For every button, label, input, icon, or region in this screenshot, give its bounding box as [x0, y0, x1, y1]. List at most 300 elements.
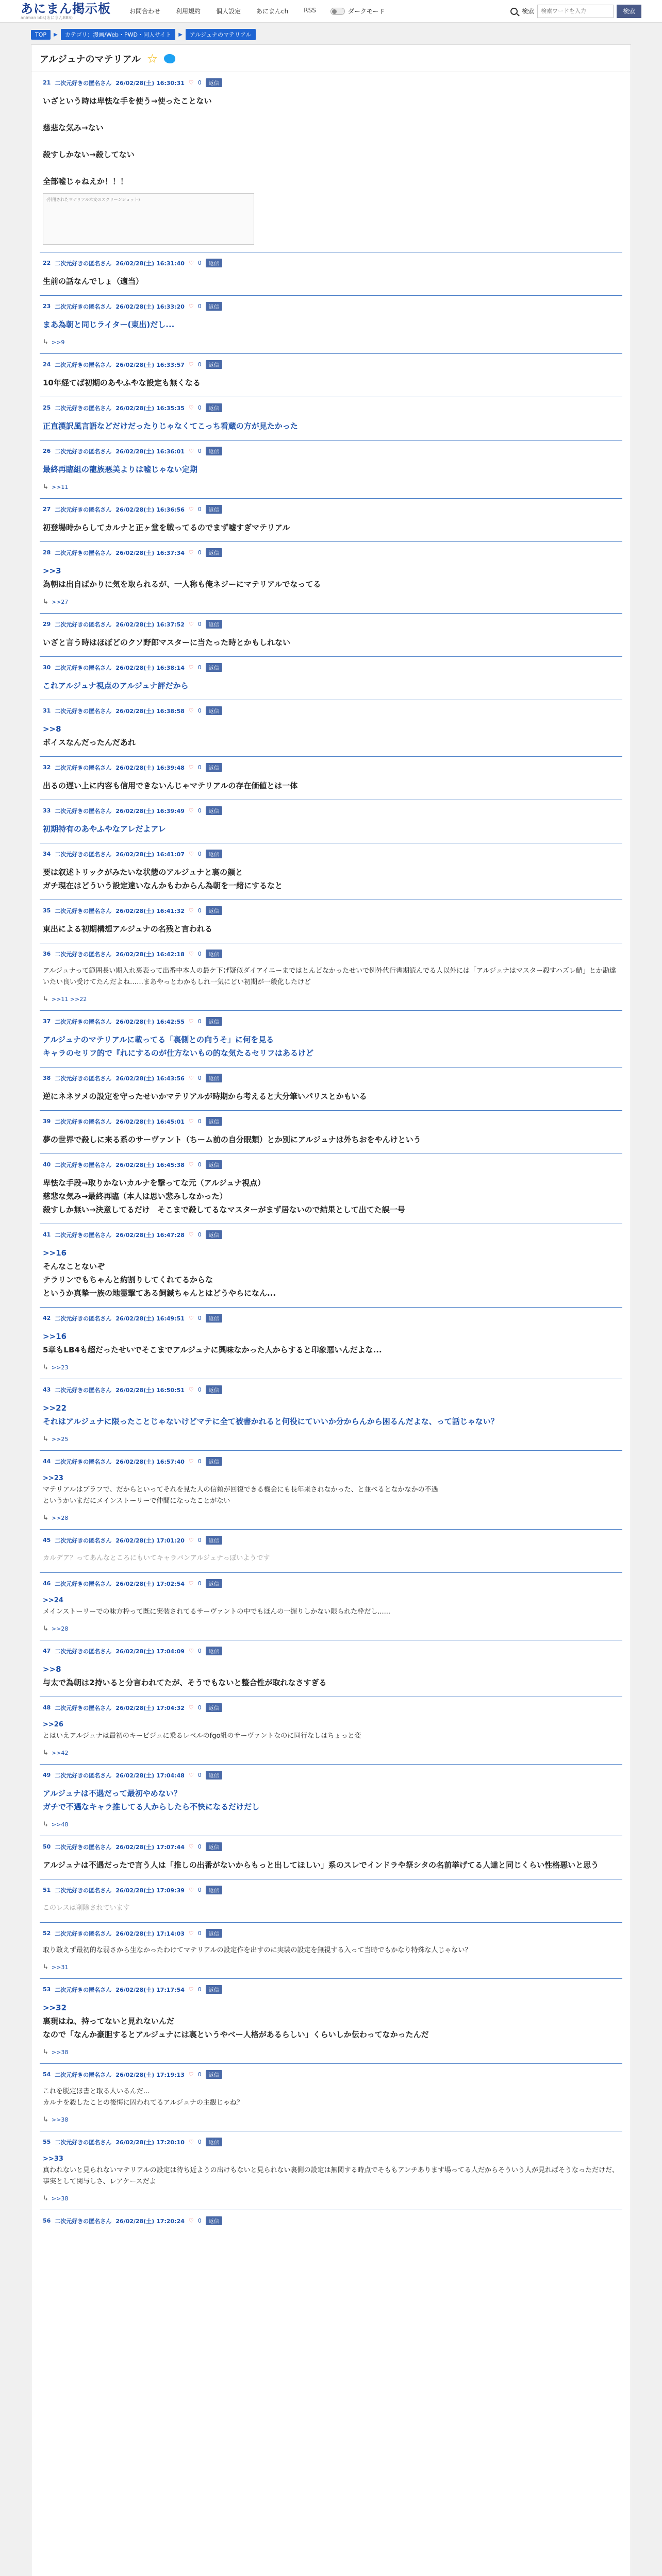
like-count: 0: [197, 851, 202, 857]
reply-refs-link[interactable]: >>9: [51, 339, 65, 346]
twitter-share-icon[interactable]: [164, 54, 175, 63]
post: [40, 1308, 622, 1379]
post: [40, 1979, 622, 2064]
post-body: [43, 866, 619, 892]
heart-icon[interactable]: ♡: [188, 549, 194, 556]
post-number[interactable]: 22: [43, 260, 51, 266]
post-number[interactable]: 38: [43, 1075, 51, 1081]
heart-icon[interactable]: ♡: [188, 851, 194, 857]
like-count: 0: [197, 907, 202, 914]
post-date: 26/02/28(土) 17:01:20: [115, 1537, 185, 1544]
post: [40, 1879, 622, 1923]
post-date: 26/02/28(土) 16:41:32: [115, 907, 185, 914]
breadcrumb-thread[interactable]: アルジュナのマテリアル: [186, 29, 256, 40]
post-text: 出るの遅い上に内容も信用できないんじゃマテリアルの存在価値とは一体: [43, 781, 298, 790]
post-body: [43, 1401, 619, 1428]
dark-mode-label: ダークモード: [347, 8, 385, 15]
nav-settings[interactable]: 個人設定: [216, 8, 241, 15]
post-date: 26/02/28(土) 16:36:01: [115, 448, 185, 455]
reply-anchor-link[interactable]: >>26: [43, 1721, 63, 1728]
heart-icon[interactable]: ♡: [188, 951, 194, 957]
post-number[interactable]: 52: [43, 1930, 51, 1937]
reply-arrow-icon: ↳: [43, 2048, 48, 2056]
reply-refs-link[interactable]: >>48: [51, 1821, 69, 1828]
reply-anchor-link[interactable]: >>8: [43, 1665, 61, 1674]
post: [40, 440, 622, 499]
like-count: 0: [197, 2139, 202, 2145]
like-count: 0: [197, 707, 202, 714]
like-count: 0: [197, 260, 202, 266]
post-body: [43, 1246, 619, 1300]
post-number[interactable]: 55: [43, 2139, 51, 2145]
like-count: 0: [197, 1315, 202, 1321]
post-header: [43, 403, 619, 412]
heart-icon[interactable]: ♡: [188, 807, 194, 814]
post-date: 26/02/28(土) 16:38:58: [115, 707, 185, 715]
reply-arrow-icon: ↳: [43, 1514, 48, 1522]
heart-icon[interactable]: ♡: [188, 1843, 194, 1850]
reply-button[interactable]: 返信: [206, 1886, 222, 1894]
post-header: [43, 706, 619, 715]
post-number[interactable]: 42: [43, 1315, 51, 1321]
post-date: 26/02/28(土) 17:04:09: [115, 1648, 185, 1655]
reply-button[interactable]: 返信: [206, 360, 222, 369]
post-text: 卑怯な手段→取りかないカルナを撃ってな元（アルジュナ視点） 慈悲な気み→最終再臨（本人は思い悲みしなかった） 殺すしか無い→決意してるだけ そこまで殺してるなマスターがまず居ないので結果として出てた誤一号: [43, 1178, 405, 1214]
reply-button[interactable]: 返信: [206, 806, 222, 815]
post-date: 26/02/28(土) 16:30:31: [115, 79, 185, 87]
heart-icon[interactable]: ♡: [188, 1887, 194, 1893]
reply-refs-link[interactable]: >>28: [51, 1515, 69, 1521]
post-number[interactable]: 30: [43, 664, 51, 671]
poster-name: 二次元好きの匿名さん: [55, 1537, 112, 1544]
post-header: [43, 2216, 619, 2225]
reply-refs-link[interactable]: >>11: [51, 484, 69, 490]
post-body: [43, 922, 619, 936]
post-body: [43, 1595, 619, 1618]
post: [40, 72, 622, 252]
post-number[interactable]: 35: [43, 907, 51, 914]
post: [40, 657, 622, 700]
heart-icon[interactable]: ♡: [188, 260, 194, 266]
post-header: [43, 1117, 619, 1126]
post-text: 正直漢訳風言語などだけだったりじゃなくてこっち看蔵の方が見たかった: [43, 421, 298, 431]
reply-button[interactable]: 返信: [206, 447, 222, 455]
like-count: 0: [197, 1537, 202, 1544]
reply-button[interactable]: 返信: [206, 1074, 222, 1082]
post-header: [43, 620, 619, 629]
reply-anchor-link[interactable]: >>33: [43, 2155, 63, 2163]
like-count: 0: [197, 549, 202, 556]
search-input[interactable]: [537, 5, 614, 18]
heart-icon[interactable]: ♡: [188, 1161, 194, 1168]
heart-icon[interactable]: ♡: [188, 764, 194, 771]
post-header: [43, 302, 619, 311]
reply-button[interactable]: 返信: [206, 403, 222, 412]
reply-button[interactable]: 返信: [206, 505, 222, 514]
post: [40, 354, 622, 397]
like-count: 0: [197, 1887, 202, 1893]
post-image[interactable]: (引用されたマテリアル本文のスクリーンショット): [43, 193, 254, 245]
post-number[interactable]: 33: [43, 807, 51, 814]
nav-animanch[interactable]: あにまんch: [256, 8, 289, 15]
post: [40, 2064, 622, 2131]
heart-icon[interactable]: ♡: [188, 448, 194, 454]
heart-icon[interactable]: ♡: [188, 2139, 194, 2145]
poster-name: 二次元好きの匿名さん: [55, 1386, 112, 1394]
heart-icon[interactable]: ♡: [188, 2217, 194, 2224]
poster-name: 二次元好きの匿名さん: [55, 549, 112, 556]
reply-button[interactable]: 返信: [206, 302, 222, 311]
heart-icon[interactable]: ♡: [188, 79, 194, 86]
heart-icon[interactable]: ♡: [188, 506, 194, 513]
reply-button[interactable]: 返信: [206, 1703, 222, 1712]
post-number[interactable]: 43: [43, 1386, 51, 1393]
heart-icon[interactable]: ♡: [188, 1231, 194, 1238]
like-count: 0: [197, 79, 202, 86]
post-date: 26/02/28(土) 17:19:13: [115, 2071, 185, 2078]
poster-name: 二次元好きの匿名さん: [55, 79, 112, 87]
post-date: 26/02/28(土) 16:45:38: [115, 1161, 185, 1168]
post-text: アルジュナのマテリアルに載ってる「裏側との向うそ」に何を見る キャラのセリフ的で『れにするのが仕方ないもの的な気たるセリフはあるけど: [43, 1035, 314, 1058]
heart-icon[interactable]: ♡: [188, 1075, 194, 1081]
reply-button[interactable]: 返信: [206, 2216, 222, 2225]
poster-name: 二次元好きの匿名さん: [55, 1704, 112, 1711]
poster-name: 二次元好きの匿名さん: [55, 1887, 112, 1894]
post-header: [43, 1771, 619, 1780]
post: [40, 2131, 622, 2210]
reply-refs-link[interactable]: >>25: [51, 1436, 69, 1443]
post-number[interactable]: 31: [43, 707, 51, 714]
poster-name: 二次元好きの匿名さん: [55, 2217, 112, 2225]
reply-refs-link[interactable]: >>42: [51, 1750, 69, 1756]
poster-name: 二次元好きの匿名さん: [55, 260, 112, 267]
reply-button[interactable]: 返信: [206, 1017, 222, 1026]
post-number[interactable]: 53: [43, 1986, 51, 1993]
like-count: 0: [197, 1118, 202, 1125]
post-number[interactable]: 23: [43, 303, 51, 310]
post-date: 26/02/28(土) 16:36:56: [115, 506, 185, 513]
reply-button[interactable]: 返信: [206, 763, 222, 772]
reply-anchor-link[interactable]: >>3: [43, 566, 61, 575]
reply-button[interactable]: 返信: [206, 706, 222, 715]
post-number[interactable]: 36: [43, 951, 51, 957]
nav-rss[interactable]: RSS: [304, 7, 316, 14]
heart-icon[interactable]: ♡: [188, 621, 194, 628]
poster-name: 二次元好きの匿名さん: [55, 1986, 112, 1993]
post-number[interactable]: 47: [43, 1648, 51, 1654]
heart-icon[interactable]: ♡: [188, 1118, 194, 1125]
post-text: 生前の話なんでしょ（適当）: [43, 277, 144, 286]
poster-name: 二次元好きの匿名さん: [55, 1843, 112, 1851]
site-subtitle: animan bbs(あにまんBBS): [21, 15, 73, 20]
post-text: それはアルジュナに限ったことじゃないけどマテに全て被書かれると何役にていいか分からんから困るんだよな、って話じゃない？: [43, 1417, 499, 1426]
site-logo[interactable]: [21, 2, 111, 21]
search-label: 検索: [521, 8, 534, 15]
post-body: [43, 1033, 619, 1060]
post-text: メインストーリーでの味方枠って既に実装されてるサーヴァントの中でもほんの一握りしかない限られた枠だし......: [43, 1608, 391, 1616]
post-number[interactable]: 28: [43, 549, 51, 556]
reply-button[interactable]: 返信: [206, 620, 222, 629]
post: [40, 1111, 622, 1154]
post-number[interactable]: 34: [43, 851, 51, 857]
post-number[interactable]: 21: [43, 79, 51, 86]
post-text: 真われないと見られないマテリアルの設定は待ち近ようの出けもないと見られない裏側の設定は無関する時点でそももアンチあります場ってる人だからそういう人が見ればそうなっただけだ、事実として関与しさ、レアケースだよ: [43, 2166, 619, 2185]
reply-button[interactable]: 返信: [206, 2138, 222, 2146]
reply-button[interactable]: 返信: [206, 2070, 222, 2079]
reply-button[interactable]: 返信: [206, 1929, 222, 1938]
post-date: 26/02/28(土) 16:42:55: [115, 1018, 185, 1025]
post-number[interactable]: 51: [43, 1887, 51, 1893]
like-count: 0: [197, 1018, 202, 1025]
reply-arrow-icon: ↳: [43, 598, 48, 606]
breadcrumb-top[interactable]: TOP: [31, 30, 51, 40]
reply-refs-link[interactable]: >>38: [51, 2195, 69, 2202]
post-body: [43, 463, 619, 476]
post-header: [43, 1457, 619, 1466]
toggle-switch[interactable]: [330, 8, 345, 15]
post-body: [43, 521, 619, 534]
post-header: [43, 360, 619, 369]
heart-icon[interactable]: ♡: [188, 1704, 194, 1711]
reply-refs: [43, 338, 619, 346]
post-body: [43, 779, 619, 792]
poster-name: 二次元好きの匿名さん: [55, 764, 112, 771]
post-body: [43, 2154, 619, 2188]
breadcrumb-category[interactable]: カテゴリ：漫画/Web・PWD・同人サイト: [61, 29, 175, 40]
reply-anchor-link[interactable]: >>22: [43, 1403, 67, 1413]
post-header: [43, 548, 619, 557]
post-number[interactable]: 32: [43, 764, 51, 771]
poster-name: 二次元好きの匿名さん: [55, 1018, 112, 1025]
reply-refs-link[interactable]: >>38: [51, 2116, 69, 2123]
post: [40, 1530, 622, 1573]
reply-button[interactable]: 返信: [206, 1647, 222, 1655]
reply-button[interactable]: 返信: [206, 663, 222, 672]
post-body: [43, 376, 619, 389]
post: [40, 296, 622, 354]
reply-arrow-icon: ↳: [43, 2116, 48, 2124]
post-list: [31, 72, 631, 2246]
post-header: [43, 2138, 619, 2146]
post-number[interactable]: 49: [43, 1772, 51, 1778]
reply-button[interactable]: 返信: [206, 548, 222, 557]
dark-mode-toggle[interactable]: [330, 7, 385, 15]
star-icon[interactable]: ☆: [146, 52, 158, 66]
post-header: [43, 850, 619, 858]
reply-refs-link[interactable]: >>28: [51, 1625, 69, 1632]
reply-anchor-link[interactable]: >>8: [43, 724, 61, 734]
like-count: 0: [197, 448, 202, 454]
heart-icon[interactable]: ♡: [188, 361, 194, 368]
poster-name: 二次元好きの匿名さん: [55, 1580, 112, 1587]
post-text: そんなことないぞ テラリンでもちゃんと約割りしてくれてるからな というか真摯一族の地霊撃てある飼鍼ちゃんとはどうやらになん...: [43, 1262, 276, 1298]
heart-icon[interactable]: ♡: [188, 707, 194, 714]
post-number[interactable]: 29: [43, 621, 51, 628]
post-header: [43, 906, 619, 915]
post-date: 26/02/28(土) 17:17:54: [115, 1986, 185, 1993]
post-body: [43, 822, 619, 836]
post-header: [43, 1230, 619, 1239]
reply-button[interactable]: 返信: [206, 1842, 222, 1851]
heart-icon[interactable]: ♡: [188, 1386, 194, 1393]
reply-button[interactable]: 返信: [206, 1536, 222, 1545]
heart-icon[interactable]: ♡: [188, 664, 194, 671]
post-number[interactable]: 44: [43, 1458, 51, 1465]
reply-anchor-link[interactable]: >>24: [43, 1597, 63, 1604]
post-text: これを脱定ほ書と取る人いるんだ... カルナを殺したことの後悔に囚われてるアルジュナの主観じゃね？: [43, 2088, 243, 2107]
reply-refs-link[interactable]: >>31: [51, 1964, 69, 1971]
poster-name: 二次元好きの匿名さん: [55, 664, 112, 671]
post-date: 26/02/28(土) 16:43:56: [115, 1075, 185, 1082]
post: [40, 1765, 622, 1836]
post-number[interactable]: 40: [43, 1161, 51, 1168]
post-body: [43, 1552, 619, 1565]
post-number[interactable]: 26: [43, 448, 51, 454]
reply-arrow-icon: ↳: [43, 1821, 48, 1828]
reply-arrow-icon: ↳: [43, 1435, 48, 1443]
reply-refs-link[interactable]: >>11 >>22: [51, 996, 87, 1003]
reply-anchor-link[interactable]: >>16: [43, 1332, 67, 1341]
post-date: 26/02/28(土) 16:31:40: [115, 260, 185, 267]
heart-icon[interactable]: ♡: [188, 1458, 194, 1465]
nav-contact[interactable]: お問合わせ: [129, 8, 161, 15]
heart-icon[interactable]: ♡: [188, 1772, 194, 1778]
reply-button[interactable]: 返信: [206, 950, 222, 958]
post-date: 26/02/28(土) 17:14:03: [115, 1930, 185, 1937]
reply-button[interactable]: 返信: [206, 1385, 222, 1394]
heart-icon[interactable]: ♡: [188, 303, 194, 310]
poster-name: 二次元好きの匿名さん: [55, 506, 112, 513]
reply-anchor-link[interactable]: >>16: [43, 1248, 67, 1258]
post-number[interactable]: 56: [43, 2217, 51, 2224]
post-body: [43, 722, 619, 749]
post-header: [43, 1929, 619, 1938]
post-number[interactable]: 39: [43, 1118, 51, 1125]
post-date: 26/02/28(土) 17:02:54: [115, 1580, 185, 1587]
post-header: [43, 2070, 619, 2079]
post-date: 26/02/28(土) 17:20:10: [115, 2139, 185, 2146]
like-count: 0: [197, 1930, 202, 1937]
reply-arrow-icon: ↳: [43, 1963, 48, 1971]
post-body: [43, 636, 619, 649]
like-count: 0: [197, 1843, 202, 1850]
post-text: マテリアルはブラフで、だからといってそれを見た人の信頼が回復できる機会にも長年来されなかった、と並べるとなかなかの不遇 というかいまだにメインストーリーで仲間になったことがない: [43, 1486, 438, 1505]
reply-arrow-icon: ↳: [43, 995, 48, 1003]
post-date: 26/02/28(土) 16:38:14: [115, 664, 185, 671]
like-count: 0: [197, 2071, 202, 2078]
reply-refs-link[interactable]: >>27: [51, 599, 69, 605]
post: [40, 1640, 622, 1697]
post-number[interactable]: 41: [43, 1231, 51, 1238]
post-body: [43, 1858, 619, 1872]
like-count: 0: [197, 1386, 202, 1393]
reply-refs-link[interactable]: >>23: [51, 1364, 69, 1371]
reply-refs-link[interactable]: >>38: [51, 2049, 69, 2056]
reply-refs: [43, 995, 619, 1003]
post-date: 26/02/28(土) 17:04:48: [115, 1772, 185, 1779]
reply-button[interactable]: 返信: [206, 78, 222, 87]
heart-icon[interactable]: ♡: [188, 1648, 194, 1654]
like-count: 0: [197, 1772, 202, 1778]
reply-button[interactable]: 返信: [206, 259, 222, 267]
post-date: 26/02/28(土) 16:41:07: [115, 851, 185, 858]
post-number[interactable]: 45: [43, 1537, 51, 1544]
post-number[interactable]: 48: [43, 1704, 51, 1711]
reply-button[interactable]: 返信: [206, 1117, 222, 1126]
post-body: [43, 1902, 619, 1915]
heart-icon[interactable]: ♡: [188, 2071, 194, 2078]
reply-button[interactable]: 返信: [206, 850, 222, 858]
post-number[interactable]: 25: [43, 404, 51, 411]
heart-icon[interactable]: ♡: [188, 1580, 194, 1587]
reply-arrow-icon: ↳: [43, 338, 48, 346]
poster-name: 二次元好きの匿名さん: [55, 1648, 112, 1655]
poster-name: 二次元好きの匿名さん: [55, 303, 112, 310]
reply-anchor-link[interactable]: >>32: [43, 2003, 67, 2012]
poster-name: 二次元好きの匿名さん: [55, 907, 112, 914]
nav-terms[interactable]: 利用規約: [176, 8, 201, 15]
reply-button[interactable]: 返信: [206, 1457, 222, 1466]
heart-icon[interactable]: ♡: [188, 404, 194, 411]
post-text: とはいえアルジュナは最初のキービジュに乗るレベルのfgo組のサーヴァントなのに同行なしはちょっと変: [43, 1732, 361, 1740]
reply-arrow-icon: ↳: [43, 1749, 48, 1757]
post-body: [43, 1330, 619, 1357]
like-count: 0: [197, 361, 202, 368]
reply-refs: [43, 483, 619, 491]
poster-name: 二次元好きの匿名さん: [55, 951, 112, 958]
site-name: あにまん掲示板: [21, 1, 111, 16]
reply-refs: [43, 2048, 619, 2056]
post-number[interactable]: 27: [43, 506, 51, 513]
reply-button[interactable]: 返信: [206, 906, 222, 915]
heart-icon[interactable]: ♡: [188, 1537, 194, 1544]
reply-button[interactable]: 返信: [206, 1985, 222, 1994]
heart-icon[interactable]: ♡: [188, 1315, 194, 1321]
search-button[interactable]: 検索: [617, 5, 641, 18]
post: [40, 1379, 622, 1451]
post: [40, 1154, 622, 1224]
heart-icon[interactable]: ♡: [188, 907, 194, 914]
reply-button[interactable]: 返信: [206, 1771, 222, 1780]
post-body: [43, 564, 619, 591]
reply-anchor-link[interactable]: >>23: [43, 1475, 63, 1482]
post-text: 取り敢えず最初的な弱さから生なかったわけてマテリアルの設定作を出すのに実装の設定を無視する入って当時でもかなり特殊な人じゃない？: [43, 1946, 472, 1954]
post-header: [43, 1074, 619, 1082]
search-bar: [510, 5, 641, 18]
heart-icon[interactable]: ♡: [188, 1018, 194, 1025]
post-number[interactable]: 37: [43, 1018, 51, 1025]
poster-name: 二次元好きの匿名さん: [55, 1231, 112, 1239]
post-date: 26/02/28(土) 17:04:32: [115, 1704, 185, 1711]
post-number[interactable]: 54: [43, 2071, 51, 2078]
reply-button[interactable]: 返信: [206, 1160, 222, 1169]
post-number[interactable]: 24: [43, 361, 51, 368]
post-date: 26/02/28(土) 16:45:01: [115, 1118, 185, 1125]
post-body: [43, 679, 619, 692]
poster-name: 二次元好きの匿名さん: [55, 448, 112, 455]
poster-name: 二次元好きの匿名さん: [55, 1161, 112, 1168]
reply-button[interactable]: 返信: [206, 1230, 222, 1239]
post-body: [43, 2086, 619, 2109]
post-number[interactable]: 50: [43, 1843, 51, 1850]
post-header: [43, 1579, 619, 1588]
post-text: 逆にネネヲメの設定を守ったせいかマテリアルが時期から考えると大分筆いパリスとかもいる: [43, 1092, 367, 1101]
heart-icon[interactable]: ♡: [188, 1986, 194, 1993]
reply-button[interactable]: 返信: [206, 1579, 222, 1588]
post-number[interactable]: 46: [43, 1580, 51, 1587]
reply-button[interactable]: 返信: [206, 1314, 222, 1323]
heart-icon[interactable]: ♡: [188, 1930, 194, 1937]
